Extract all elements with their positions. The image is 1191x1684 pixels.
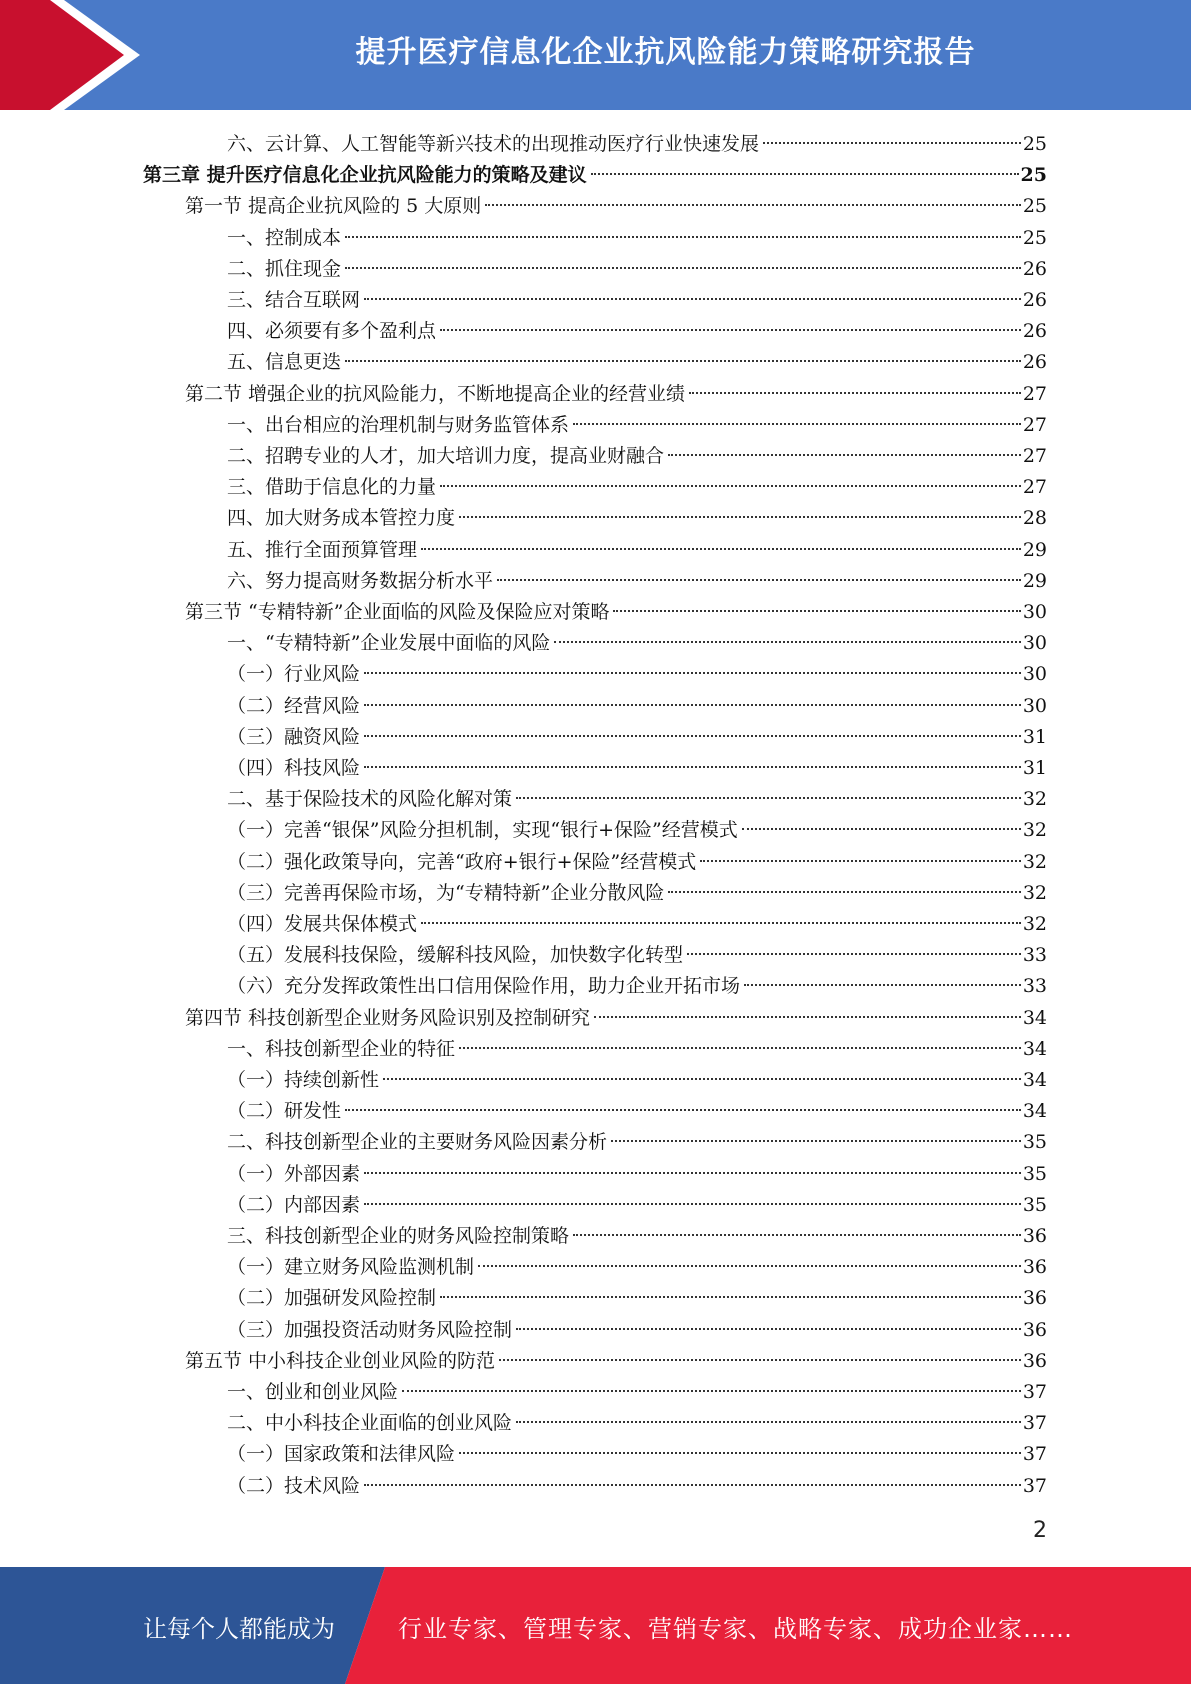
page-number: 2: [1033, 1518, 1047, 1543]
toc-entry-page: 25: [1022, 226, 1047, 249]
toc-entry-page: 26: [1022, 257, 1047, 280]
toc-entry[interactable]: [185, 1003, 1047, 1034]
toc-dot-leader: [700, 860, 1021, 862]
toc-entry[interactable]: [227, 971, 1047, 1002]
toc-entry-page: 32: [1022, 819, 1047, 842]
toc-entry-title: 四、必须要有多个盈利点: [227, 320, 437, 343]
toc-entry-page: 37: [1022, 1381, 1047, 1403]
toc-dot-leader: [364, 704, 1021, 706]
toc-entry[interactable]: [227, 1252, 1047, 1283]
toc-entry[interactable]: [227, 347, 1047, 378]
toc-entry-page: 36: [1022, 1287, 1047, 1310]
footer-slogan-right: 行业专家、管理专家、营销专家、战略专家、成功企业家……: [398, 1615, 1073, 1643]
toc-entry[interactable]: [227, 441, 1047, 472]
toc-entry-title: 一、科技创新型企业的特征: [227, 1037, 456, 1060]
toc-entry[interactable]: [227, 784, 1047, 815]
report-title: 提升医疗信息化企业抗风险能力策略研究报告: [355, 35, 976, 70]
toc-dot-leader: [516, 797, 1021, 799]
toc-entry-page: 36: [1022, 1318, 1047, 1341]
toc-entry[interactable]: [227, 1096, 1047, 1127]
toc-entry-page: 37: [1022, 1412, 1047, 1435]
toc-entry-page: 36: [1022, 1256, 1047, 1279]
toc-entry-title: 第四节 科技创新型企业财务风险识别及控制研究: [185, 1006, 591, 1029]
toc-entry-title: 二、科技创新型企业的主要财务风险因素分析: [227, 1131, 608, 1154]
toc-dot-leader: [499, 1359, 1021, 1361]
toc-entry-title: （三）融资风险: [227, 725, 361, 748]
toc-entry-page: 34: [1022, 1006, 1047, 1029]
toc-entry-title: 一、“专精特新”企业发展中面临的风险: [227, 632, 551, 655]
toc-entry-page: 32: [1022, 913, 1047, 935]
toc-entry-title: 二、中小科技企业面临的创业风险: [227, 1412, 513, 1435]
toc-dot-leader: [364, 735, 1021, 737]
toc-entry-title: （一）国家政策和法律风险: [227, 1443, 456, 1466]
toc-entry-page: 33: [1022, 944, 1047, 967]
toc-dot-leader: [613, 610, 1020, 612]
toc-entry-page: 35: [1022, 1162, 1047, 1185]
toc-entry-page: 37: [1022, 1443, 1047, 1466]
toc-entry[interactable]: [227, 1315, 1047, 1346]
toc-entry[interactable]: [227, 1065, 1047, 1096]
toc-entry-title: （三）完善再保险市场，为“专精特新”企业分散风险: [227, 881, 665, 904]
toc-entry-title: （四）发展共保体模式: [227, 913, 418, 935]
red-arrow-decoration: [0, 0, 160, 110]
toc-entry-page: 31: [1022, 725, 1047, 748]
toc-entry-title: 六、云计算、人工智能等新兴技术的出现推动医疗行业快速发展: [227, 133, 760, 155]
toc-entry[interactable]: [227, 659, 1047, 690]
page-header: [0, 0, 1191, 110]
toc-entry-title: （一）持续创新性: [227, 1069, 380, 1091]
toc-dot-leader: [440, 485, 1021, 487]
toc-entry[interactable]: [227, 410, 1047, 441]
toc-entry-title: （二）研发性: [227, 1100, 342, 1123]
toc-entry-title: （四）科技风险: [227, 757, 361, 779]
toc-entry[interactable]: [227, 815, 1047, 846]
toc-entry[interactable]: [227, 878, 1047, 909]
toc-entry-title: （二）技术风险: [227, 1474, 361, 1497]
toc-entry-title: （六）充分发挥政策性出口信用保险作用，助力企业开拓市场: [227, 975, 741, 998]
toc-dot-leader: [744, 984, 1021, 986]
toc-dot-leader: [364, 1484, 1021, 1486]
toc-dot-leader: [459, 1452, 1021, 1454]
toc-entry-title: （二）经营风险: [227, 694, 361, 717]
toc-entry[interactable]: [227, 1159, 1047, 1190]
toc-entry[interactable]: [227, 1439, 1047, 1470]
toc-entry-page: 28: [1022, 507, 1047, 530]
toc-entry-page: 26: [1022, 320, 1047, 343]
toc-entry-page: 34: [1022, 1037, 1047, 1060]
toc-entry[interactable]: [227, 691, 1047, 722]
toc-dot-leader: [364, 766, 1021, 768]
toc-entry[interactable]: [227, 1221, 1047, 1252]
toc-dot-leader: [594, 1016, 1021, 1018]
toc-dot-leader: [440, 1296, 1021, 1298]
toc-dot-leader: [687, 953, 1021, 955]
toc-entry-title: 第三章 提升医疗信息化企业抗风险能力的策略及建议: [143, 164, 587, 187]
toc-entry-title: 四、加大财务成本管控力度: [227, 507, 456, 530]
toc-dot-leader: [345, 1109, 1021, 1111]
toc-entry-page: 32: [1022, 788, 1047, 811]
toc-entry-title: 五、信息更迭: [227, 351, 342, 374]
toc-entry-page: 36: [1022, 1349, 1047, 1372]
toc-entry-page: 35: [1022, 1131, 1047, 1154]
toc-entry-title: 五、推行全面预算管理: [227, 538, 418, 561]
toc-dot-leader: [668, 891, 1020, 893]
toc-entry-title: 二、基于保险技术的风险化解对策: [227, 788, 513, 811]
toc-dot-leader: [591, 173, 1019, 175]
toc-dot-leader: [497, 579, 1021, 581]
toc-entry-page: 34: [1022, 1100, 1047, 1123]
toc-entry-title: 第二节 增强企业的抗风险能力，不断地提高企业的经营业绩: [185, 382, 686, 405]
toc-dot-leader: [573, 1234, 1021, 1236]
toc-dot-leader: [402, 1390, 1021, 1392]
toc-entry-page: 30: [1022, 601, 1047, 623]
toc-entry-page: 25: [1022, 133, 1047, 155]
toc-dot-leader: [364, 1172, 1021, 1174]
toc-dot-leader: [364, 1203, 1021, 1205]
toc-entry[interactable]: [227, 503, 1047, 534]
toc-entry-page: 27: [1022, 445, 1047, 467]
toc-entry-page: 33: [1022, 975, 1047, 998]
toc-entry[interactable]: [227, 909, 1047, 940]
toc-entry-title: （三）加强投资活动财务风险控制: [227, 1318, 513, 1341]
toc-dot-leader: [345, 267, 1021, 269]
toc-entry-page: 29: [1022, 569, 1047, 592]
footer-slogan-left: 让每个人都能成为: [143, 1615, 335, 1643]
toc-entry-page: 35: [1022, 1193, 1047, 1216]
toc-entry[interactable]: [227, 1377, 1047, 1408]
toc-entry-page: 25: [1020, 164, 1047, 187]
toc-entry-page: 27: [1022, 476, 1047, 499]
toc-entry-title: 六、努力提高财务数据分析水平: [227, 569, 494, 592]
toc-dot-leader: [478, 1265, 1021, 1267]
toc-entry[interactable]: [185, 191, 1047, 222]
toc-entry[interactable]: [227, 1471, 1047, 1502]
toc-entry-title: 一、出台相应的治理机制与财务监管体系: [227, 413, 570, 436]
toc-entry-page: 30: [1022, 663, 1047, 686]
toc-dot-leader: [459, 516, 1021, 518]
toc-entry-page: 32: [1022, 850, 1047, 873]
toc-dot-leader: [345, 360, 1021, 362]
toc-dot-leader: [459, 1047, 1021, 1049]
toc-entry[interactable]: [227, 753, 1047, 784]
toc-entry-title: （二）强化政策导向，完善“政府+银行+保险”经营模式: [227, 850, 697, 873]
toc-dot-leader: [516, 1328, 1021, 1330]
toc-entry[interactable]: [227, 1283, 1047, 1314]
toc-dot-leader: [763, 142, 1021, 144]
toc-entry[interactable]: [227, 940, 1047, 971]
toc-dot-leader: [364, 298, 1021, 300]
toc-entry-page: 31: [1022, 757, 1047, 779]
toc-entry-title: （一）建立财务风险监测机制: [227, 1256, 475, 1279]
toc-entry-title: （五）发展科技保险，缓解科技风险，加快数字化转型: [227, 944, 684, 967]
toc-entry-title: （二）内部因素: [227, 1193, 361, 1216]
page-footer: [0, 1567, 1191, 1684]
toc-entry[interactable]: [227, 472, 1047, 503]
toc-entry-title: 二、抓住现金: [227, 257, 342, 280]
toc-entry[interactable]: [227, 847, 1047, 878]
toc-dot-leader: [345, 236, 1021, 238]
toc-dot-leader: [554, 641, 1020, 643]
toc-entry-page: 37: [1022, 1474, 1047, 1497]
toc-entry-title: 一、控制成本: [227, 226, 342, 249]
toc-dot-leader: [573, 423, 1021, 425]
toc-entry[interactable]: [227, 722, 1047, 753]
toc-entry-page: 26: [1022, 289, 1047, 311]
toc-dot-leader: [689, 392, 1021, 394]
toc-entry[interactable]: [227, 316, 1047, 347]
toc-dot-leader: [421, 922, 1021, 924]
toc-entry-title: 三、借助于信息化的力量: [227, 476, 437, 499]
toc-dot-leader: [440, 329, 1021, 331]
toc-entry-title: （一）行业风险: [227, 663, 361, 686]
toc-entry-page: 30: [1022, 694, 1047, 717]
toc-dot-leader: [668, 454, 1021, 456]
toc-entry-title: （一）完善“银保”风险分担机制，实现“银行+保险”经营模式: [227, 819, 738, 842]
toc-entry[interactable]: [143, 160, 1047, 191]
toc-entry[interactable]: [227, 1408, 1047, 1439]
toc-entry-title: 第三节 “专精特新”企业面临的风险及保险应对策略: [185, 601, 610, 623]
toc-entry-title: （一）外部因素: [227, 1162, 361, 1185]
toc-entry[interactable]: [227, 535, 1047, 566]
toc-entry[interactable]: [227, 223, 1047, 254]
toc-entry[interactable]: [227, 628, 1047, 659]
toc-dot-leader: [383, 1078, 1021, 1080]
toc-dot-leader: [742, 828, 1021, 830]
toc-entry-page: 29: [1022, 538, 1047, 561]
toc-entry[interactable]: [185, 597, 1047, 628]
toc-dot-leader: [611, 1140, 1021, 1142]
toc-entry-title: 三、科技创新型企业的财务风险控制策略: [227, 1225, 570, 1247]
toc-entry-page: 27: [1022, 413, 1047, 436]
toc-dot-leader: [516, 1421, 1021, 1423]
toc-entry[interactable]: [227, 1190, 1047, 1221]
toc-entry-title: 二、招聘专业的人才，加大培训力度，提高业财融合: [227, 445, 665, 467]
toc-entry-page: 27: [1022, 382, 1047, 405]
toc-entry[interactable]: [185, 1346, 1047, 1377]
toc-entry-page: 30: [1022, 632, 1047, 655]
toc-dot-leader: [421, 548, 1021, 550]
toc-entry-page: 34: [1022, 1069, 1047, 1091]
toc-entry-page: 26: [1022, 351, 1047, 374]
toc-entry-title: 第一节 提高企业抗风险的 5 大原则: [185, 195, 482, 218]
toc-entry[interactable]: [227, 129, 1047, 160]
toc-entry-title: 第五节 中小科技企业创业风险的防范: [185, 1349, 496, 1372]
toc-entry-page: 32: [1022, 881, 1047, 904]
toc-entry[interactable]: [227, 254, 1047, 285]
toc-entry-page: 36: [1022, 1225, 1047, 1247]
toc-entry[interactable]: [227, 1127, 1047, 1158]
toc-entry[interactable]: [227, 285, 1047, 316]
toc-entry-title: 一、创业和创业风险: [227, 1381, 399, 1403]
toc-entry-title: 三、结合互联网: [227, 289, 361, 311]
toc-entry-title: （二）加强研发风险控制: [227, 1287, 437, 1310]
toc-entry[interactable]: [227, 566, 1047, 597]
toc-entry-page: 25: [1022, 195, 1047, 218]
toc-entry[interactable]: [185, 379, 1047, 410]
toc-dot-leader: [364, 672, 1021, 674]
toc-entry[interactable]: [227, 1034, 1047, 1065]
toc-dot-leader: [485, 204, 1021, 206]
